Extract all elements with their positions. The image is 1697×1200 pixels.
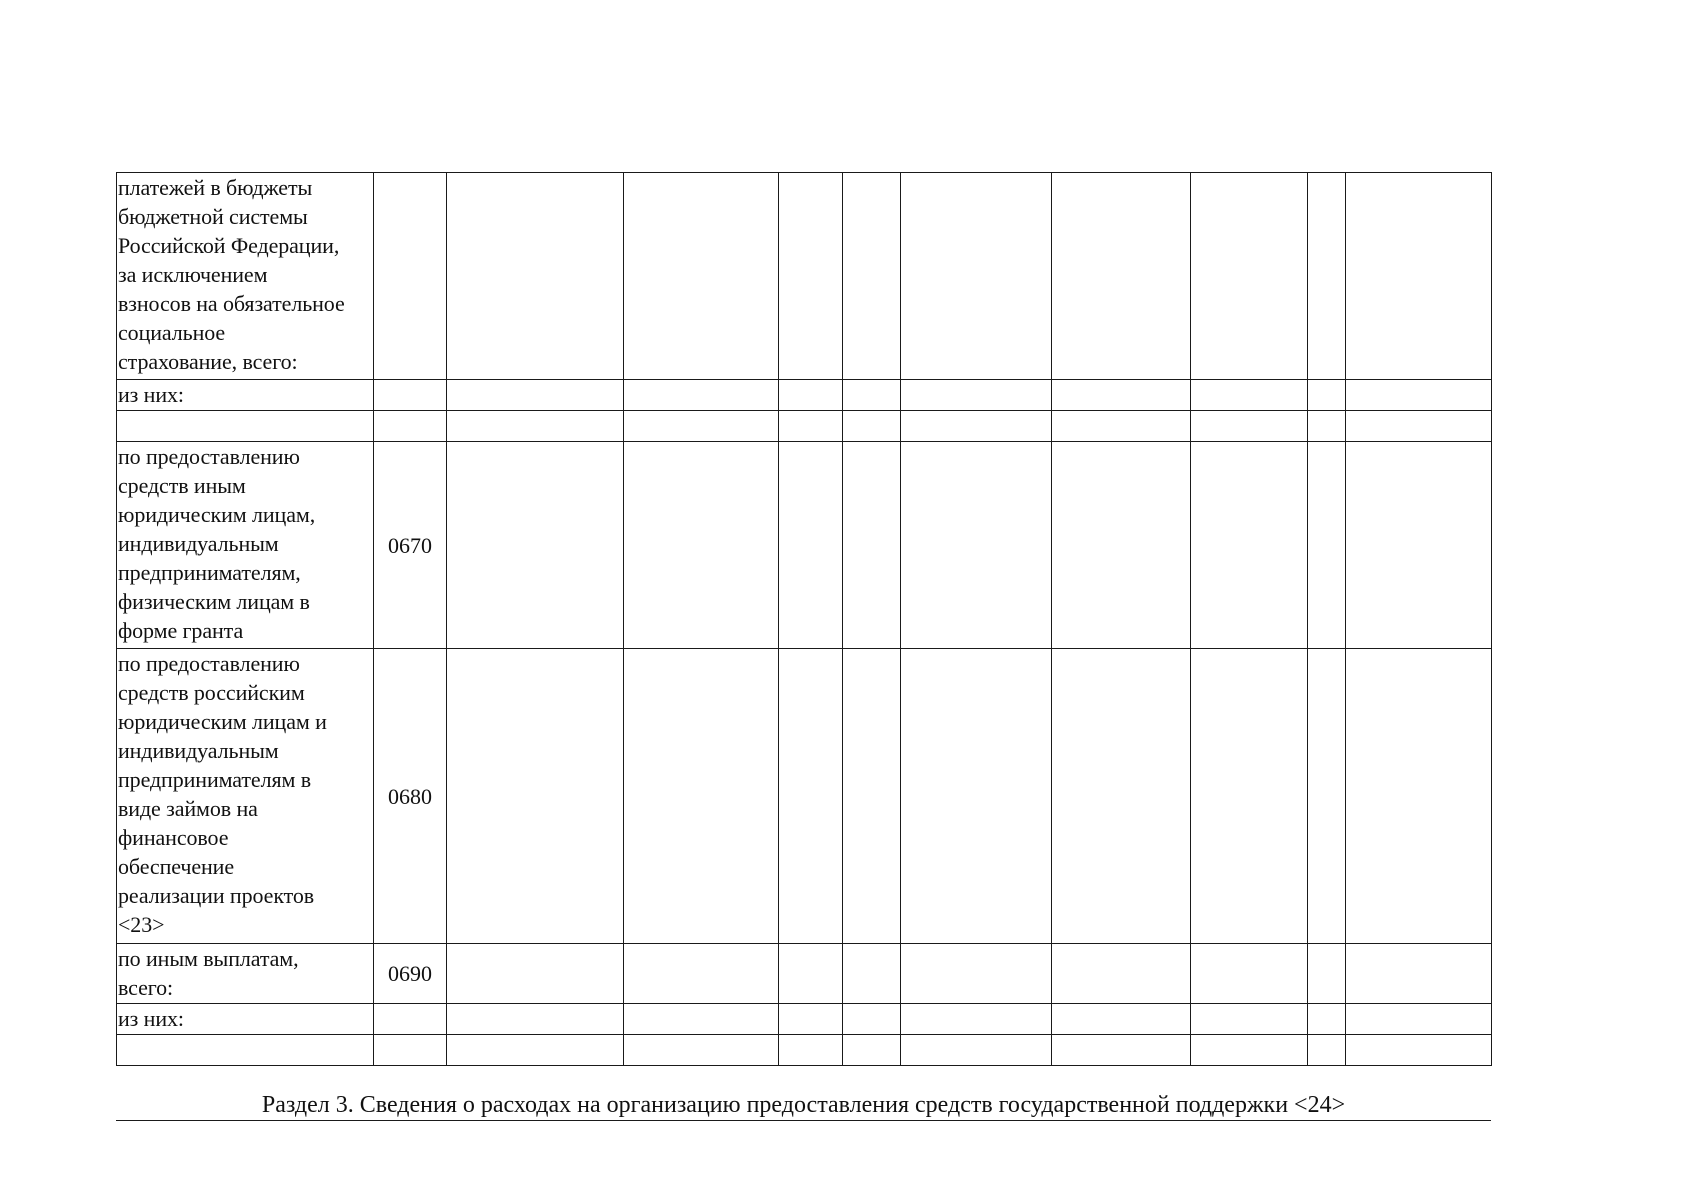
expenses-table xyxy=(116,172,1492,1066)
value-cell xyxy=(1308,649,1346,944)
value-cell xyxy=(624,944,779,1004)
value-cell xyxy=(1052,380,1191,411)
value-cell xyxy=(843,442,901,649)
value-cell xyxy=(779,649,843,944)
row-code xyxy=(374,411,447,442)
value-cell xyxy=(1191,380,1308,411)
row-label: платежей в бюджеты бюджетной системы Российской Федерации, за исключением взносов на обязательное социальное страхование, всего: xyxy=(117,173,374,380)
value-cell xyxy=(843,944,901,1004)
value-cell xyxy=(779,1004,843,1035)
value-cell xyxy=(1308,1004,1346,1035)
row-label: из них: xyxy=(117,380,374,411)
table-row xyxy=(117,1004,1492,1035)
value-cell xyxy=(624,173,779,380)
value-cell xyxy=(1052,1035,1191,1066)
value-cell xyxy=(624,1004,779,1035)
value-cell xyxy=(447,944,624,1004)
row-code: 0670 xyxy=(374,442,447,649)
table-row xyxy=(117,173,1492,380)
value-cell xyxy=(1346,1004,1492,1035)
row-code: 0690 xyxy=(374,944,447,1004)
value-cell xyxy=(843,380,901,411)
value-cell xyxy=(1052,649,1191,944)
value-cell xyxy=(901,944,1052,1004)
table-row xyxy=(117,1035,1492,1066)
value-cell xyxy=(1052,1004,1191,1035)
value-cell xyxy=(779,380,843,411)
table-row xyxy=(117,442,1492,649)
value-cell xyxy=(1346,944,1492,1004)
row-label xyxy=(117,411,374,442)
value-cell xyxy=(901,1004,1052,1035)
value-cell xyxy=(1052,411,1191,442)
value-cell xyxy=(624,442,779,649)
value-cell xyxy=(1308,380,1346,411)
value-cell xyxy=(1191,173,1308,380)
value-cell xyxy=(779,173,843,380)
value-cell xyxy=(447,411,624,442)
value-cell xyxy=(843,411,901,442)
value-cell xyxy=(1052,173,1191,380)
value-cell xyxy=(843,1035,901,1066)
row-code xyxy=(374,1004,447,1035)
value-cell xyxy=(447,442,624,649)
value-cell xyxy=(1308,442,1346,649)
value-cell xyxy=(1308,944,1346,1004)
value-cell xyxy=(447,380,624,411)
row-label xyxy=(117,1035,374,1066)
value-cell xyxy=(1052,944,1191,1004)
section-title: Раздел 3. Сведения о расходах на организацию предоставления средств государственной поддержки <24> xyxy=(116,1090,1491,1121)
value-cell xyxy=(901,411,1052,442)
value-cell xyxy=(1308,411,1346,442)
value-cell xyxy=(843,649,901,944)
table-row xyxy=(117,649,1492,944)
value-cell xyxy=(1191,1004,1308,1035)
value-cell xyxy=(901,442,1052,649)
value-cell xyxy=(779,411,843,442)
row-code: 0680 xyxy=(374,649,447,944)
row-label: по предоставлению средств российским юридическим лицам и индивидуальным предпринимателям в виде займов на финансовое обеспечение реализации проектов <23> xyxy=(117,649,374,944)
value-cell xyxy=(624,1035,779,1066)
value-cell xyxy=(1191,411,1308,442)
value-cell xyxy=(447,173,624,380)
row-label: по предоставлению средств иным юридическим лицам, индивидуальным предпринимателям, физическим лицам в форме гранта xyxy=(117,442,374,649)
value-cell xyxy=(1346,649,1492,944)
value-cell xyxy=(1346,442,1492,649)
row-label: из них: xyxy=(117,1004,374,1035)
value-cell xyxy=(624,411,779,442)
value-cell xyxy=(901,1035,1052,1066)
value-cell xyxy=(1191,944,1308,1004)
value-cell xyxy=(1191,649,1308,944)
value-cell xyxy=(843,173,901,380)
value-cell xyxy=(1346,411,1492,442)
value-cell xyxy=(1308,1035,1346,1066)
table-row xyxy=(117,411,1492,442)
value-cell xyxy=(779,944,843,1004)
value-cell xyxy=(901,380,1052,411)
table-row xyxy=(117,380,1492,411)
value-cell xyxy=(779,442,843,649)
row-code xyxy=(374,380,447,411)
value-cell xyxy=(447,1035,624,1066)
value-cell xyxy=(447,649,624,944)
value-cell xyxy=(1191,1035,1308,1066)
value-cell xyxy=(1346,173,1492,380)
value-cell xyxy=(1308,173,1346,380)
value-cell xyxy=(624,649,779,944)
row-code xyxy=(374,173,447,380)
value-cell xyxy=(1346,380,1492,411)
value-cell xyxy=(624,380,779,411)
value-cell xyxy=(843,1004,901,1035)
table-row xyxy=(117,944,1492,1004)
value-cell xyxy=(447,1004,624,1035)
value-cell xyxy=(901,173,1052,380)
row-code xyxy=(374,1035,447,1066)
value-cell xyxy=(1191,442,1308,649)
row-label: по иным выплатам, всего: xyxy=(117,944,374,1004)
value-cell xyxy=(1052,442,1191,649)
value-cell xyxy=(901,649,1052,944)
value-cell xyxy=(1346,1035,1492,1066)
value-cell xyxy=(779,1035,843,1066)
